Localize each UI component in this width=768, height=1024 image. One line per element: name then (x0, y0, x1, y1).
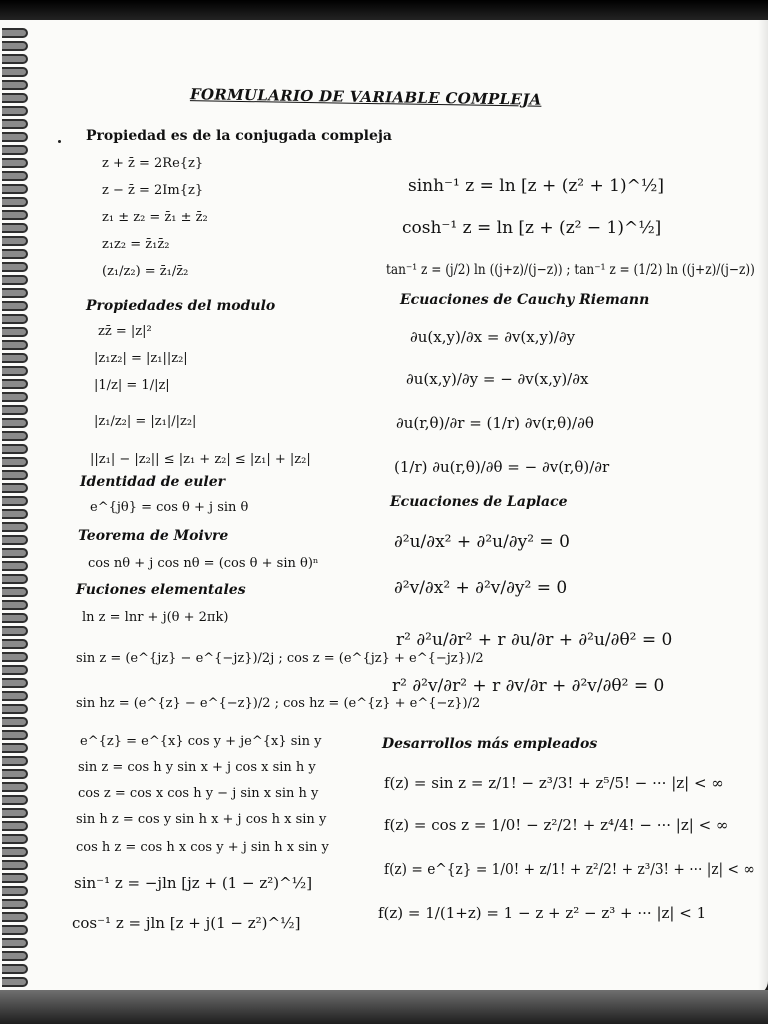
spiral-coil (2, 184, 28, 194)
spiral-coil (2, 392, 28, 402)
spiral-coil (2, 249, 28, 259)
spiral-coil (2, 756, 28, 766)
bottom-shadow (0, 990, 768, 1024)
spiral-coil (2, 873, 28, 883)
formula-des-2: f(z) = cos z = 1/0! − z²/2! + z⁴/4! − ··· |z| < ∞ (384, 816, 729, 834)
spiral-coil (2, 769, 28, 779)
spiral-coil (2, 119, 28, 129)
heading-cauchy-riemann: Ecuaciones de Cauchy Riemann (400, 292, 650, 308)
spiral-coil (2, 54, 28, 64)
formula-cr-2: ∂u(x,y)/∂y = − ∂v(x,y)/∂x (406, 370, 589, 388)
spiral-coil (2, 210, 28, 220)
spiral-coil (2, 93, 28, 103)
page-title: FORMULARIO DE VARIABLE COMPLEJA (189, 85, 542, 109)
spiral-coil (2, 535, 28, 545)
formula-lap-2: ∂²v/∂x² + ∂²v/∂y² = 0 (394, 578, 568, 598)
spiral-coil (2, 158, 28, 168)
formula-inv-3: tan⁻¹ z = (j/2) ln ((j+z)/(j−z)) ; tan⁻¹ z = (1/2) ln ((j+z)/(j−z)) (386, 262, 755, 278)
spiral-coil (2, 808, 28, 818)
spiral-coil (2, 912, 28, 922)
spiral-coil (2, 483, 28, 493)
heading-elementary: Fuciones elementales (76, 582, 246, 598)
spiral-coil (2, 41, 28, 51)
formula-conj-1: z + z̄ = 2Re{z} (102, 156, 204, 171)
spiral-coil (2, 899, 28, 909)
spiral-coil (2, 834, 28, 844)
spiral-coil (2, 782, 28, 792)
heading-moivre: Teorema de Moivre (78, 528, 229, 544)
formula-cr-4: (1/r) ∂u(r,θ)/∂θ = − ∂v(r,θ)/∂r (394, 458, 610, 476)
spiral-coil (2, 626, 28, 636)
spiral-coil (2, 652, 28, 662)
spiral-coil (2, 275, 28, 285)
formula-mod-2: |z₁z₂| = |z₁||z₂| (94, 351, 188, 366)
formula-elem-7: sin h z = cos y sin h x + j cos h x sin y (76, 812, 327, 827)
spiral-coil (2, 587, 28, 597)
spiral-coil (2, 314, 28, 324)
formula-elem-8: cos h z = cos h x cos y + j sin h x sin y (76, 840, 329, 855)
spiral-coil (2, 171, 28, 181)
spiral-coil (2, 288, 28, 298)
spiral-coil (2, 860, 28, 870)
formula-lap-3: r² ∂²u/∂r² + r ∂u/∂r + ∂²u/∂θ² = 0 (396, 630, 673, 650)
formula-lap-4: r² ∂²v/∂r² + r ∂v/∂r + ∂²v/∂θ² = 0 (392, 676, 665, 696)
spiral-coil (2, 925, 28, 935)
spiral-coil (2, 340, 28, 350)
spiral-coil (2, 379, 28, 389)
formula-elem-5: sin z = cos h y sin x + j cos x sin h y (78, 760, 316, 775)
formula-elem-10: cos⁻¹ z = jln [z + j(1 − z²)^½] (72, 914, 301, 932)
formula-conj-5: (z₁/z₂) = z̄₁/z̄₂ (102, 264, 189, 279)
spiral-coil (2, 574, 28, 584)
spiral-coil (2, 509, 28, 519)
spiral-coil (2, 262, 28, 272)
spiral-coil (2, 223, 28, 233)
formula-mod-3: |1/z| = 1/|z| (94, 378, 170, 393)
formula-des-4: f(z) = 1/(1+z) = 1 − z + z² − z³ + ··· |z| < 1 (378, 904, 707, 922)
spiral-coil (2, 444, 28, 454)
formula-des-3: f(z) = e^{z} = 1/0! + z/1! + z²/2! + z³/3! + ··· |z| < ∞ (384, 860, 755, 878)
formula-lap-1: ∂²u/∂x² + ∂²u/∂y² = 0 (394, 532, 570, 552)
formula-cr-3: ∂u(r,θ)/∂r = (1/r) ∂v(r,θ)/∂θ (396, 414, 594, 432)
spiral-coil (2, 691, 28, 701)
heading-expansions: Desarrollos más empleados (382, 736, 598, 752)
spiral-coil (2, 704, 28, 714)
spiral-coil (2, 951, 28, 961)
formula-elem-6: cos z = cos x cos h y − j sin x sin h y (78, 786, 319, 801)
spiral-coil (2, 236, 28, 246)
ink-dot (58, 140, 61, 143)
spiral-coil (2, 457, 28, 467)
spiral-coil (2, 938, 28, 948)
spiral-coil (2, 743, 28, 753)
spiral-coil (2, 67, 28, 77)
heading-euler: Identidad de euler (80, 474, 225, 490)
spiral-coil (2, 821, 28, 831)
formula-inv-1: sinh⁻¹ z = ln [z + (z² + 1)^½] (408, 176, 664, 196)
formula-conj-3: z₁ ± z₂ = z̄₁ ± z̄₂ (102, 210, 208, 225)
spiral-coil (2, 678, 28, 688)
spiral-coil (2, 366, 28, 376)
formula-moivre: cos nθ + j cos nθ = (cos θ + sin θ)ⁿ (88, 556, 319, 571)
spiral-coil (2, 561, 28, 571)
spiral-coil (2, 600, 28, 610)
spiral-coil (2, 522, 28, 532)
spiral-coil (2, 613, 28, 623)
heading-laplace: Ecuaciones de Laplace (390, 494, 568, 510)
heading-modulus: Propiedades del modulo (86, 298, 276, 314)
heading-conjugate: Propiedad es de la conjugada compleja (86, 128, 392, 144)
spiral-coil (2, 80, 28, 90)
spiral-coil (2, 548, 28, 558)
formula-elem-1: ln z = lnr + j(θ + 2πk) (82, 610, 229, 625)
formula-euler: e^{jθ} = cos θ + j sin θ (90, 500, 249, 515)
formula-conj-4: z₁z₂ = z̄₁z̄₂ (102, 237, 170, 252)
spiral-coil (2, 717, 28, 727)
formula-elem-4: e^{z} = e^{x} cos y + je^{x} sin y (80, 734, 322, 749)
spiral-binding (0, 28, 34, 988)
formula-mod-1: zz̄ = |z|² (98, 324, 152, 339)
formula-conj-2: z − z̄ = 2Im{z} (102, 183, 204, 198)
spiral-coil (2, 431, 28, 441)
spiral-coil (2, 847, 28, 857)
formula-des-1: f(z) = sin z = z/1! − z³/3! + z⁵/5! − ··· |z| < ∞ (384, 774, 724, 792)
spiral-coil (2, 353, 28, 363)
spiral-coil (2, 886, 28, 896)
spiral-coil (2, 470, 28, 480)
spiral-coil (2, 145, 28, 155)
formula-elem-2: sin z = (e^{jz} − e^{−jz})/2j ; cos z = (e^{jz} + e^{−jz})/2 (76, 651, 484, 666)
spiral-coil (2, 405, 28, 415)
spiral-coil (2, 665, 28, 675)
spiral-coil (2, 132, 28, 142)
formula-cr-1: ∂u(x,y)/∂x = ∂v(x,y)/∂y (410, 328, 576, 346)
spiral-coil (2, 795, 28, 805)
spiral-coil (2, 496, 28, 506)
formula-elem-9: sin⁻¹ z = −jln [jz + (1 − z²)^½] (74, 874, 313, 892)
spiral-coil (2, 964, 28, 974)
formula-mod-4: |z₁/z₂| = |z₁|/|z₂| (94, 414, 197, 429)
spiral-coil (2, 730, 28, 740)
formula-elem-3: sin hz = (e^{z} − e^{−z})/2 ; cos hz = (e^{z} + e^{−z})/2 (76, 696, 481, 711)
spiral-coil (2, 106, 28, 116)
formula-mod-5: ||z₁| − |z₂|| ≤ |z₁ + z₂| ≤ |z₁| + |z₂| (90, 452, 311, 467)
spiral-coil (2, 301, 28, 311)
spiral-coil (2, 197, 28, 207)
spiral-coil (2, 639, 28, 649)
spiral-coil (2, 28, 28, 38)
formula-inv-2: cosh⁻¹ z = ln [z + (z² − 1)^½] (402, 218, 662, 238)
spiral-coil (2, 327, 28, 337)
spiral-coil (2, 977, 28, 987)
spiral-coil (2, 418, 28, 428)
